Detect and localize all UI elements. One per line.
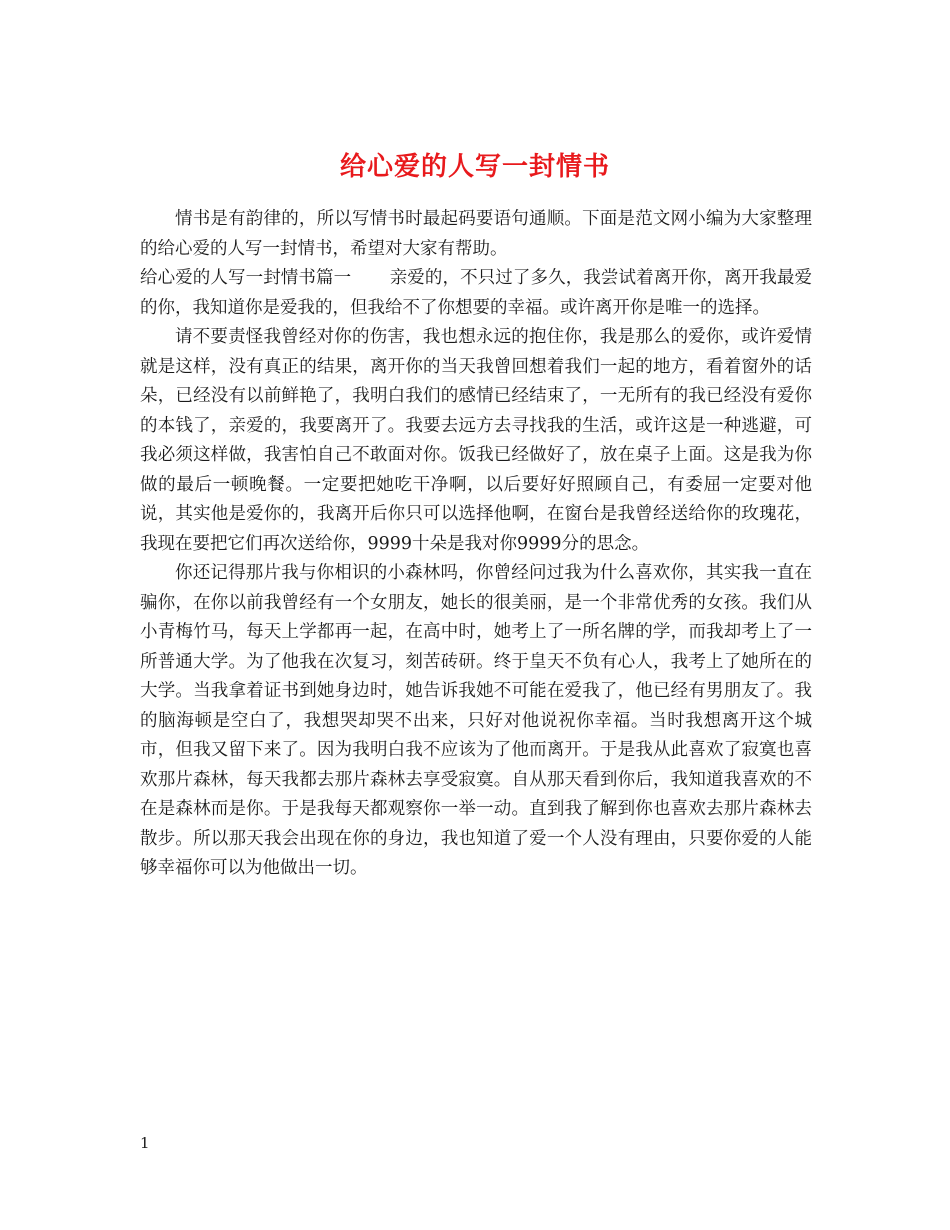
page-title: 给心爱的人写一封情书 [339, 152, 610, 183]
body-paragraph-3: 你还记得那片我与你相识的小森林吗，你曾经问过我为什么喜欢你，其实我一直在骗你，在你以前我曾经有一个女朋友，她长的很美丽，是一个非常优秀的女孩。我们从小青梅竹马，每天上学都再一起，在高中时，她考上了一所名牌的学，而我却考上了一所普通大学。为了他我在次复习，刻苦砖研。终于皇天不负有心人，我考上了她所在的大学。当我拿着证书到她身边时，她告诉我她不可能在爱我了，他已经有男朋友了。我的脑海顿是空白了，我想哭却哭不出来，只好对他说祝你幸福。当时我想离开这个城市，但我又留下来了。因为我明白我不应该为了他而离开。于是我从此喜欢了寂寞也喜欢那片森林，每天我都去那片森林去享受寂寞。自从那天看到你后，我知道我喜欢的不在是森林而是你。于是我每天都观察你一举一动。直到我了解到你也喜欢去那片森林去散步。所以那天我会出现在你的身边，我也知道了爱一个人没有理由，只要你爱的人能够幸福你可以为他做出一切。 [140, 563, 812, 878]
section-heading: 给心爱的人写一封情书篇一 [140, 268, 352, 288]
section-paragraph-1 [140, 264, 812, 323]
section-lead-text: 亲爱的，不只过了多久，我尝试着离开你，离开我最爱的你，我知道你是爱我的，但我给不了你想要的幸福。或许离开你是唯一的选择。 [140, 268, 813, 318]
page-number: 1 [140, 1134, 150, 1152]
body-paragraph-2: 请不要责怪我曾经对你的伤害，我也想永远的抱住你，我是那么的爱你，或许爱情就是这样，没有真正的结果，离开你的当天我曾回想着我们一起的地方，看着窗外的话朵，已经没有以前鲜艳了，我明白我们的感情已经结束了，一无所有的我已经没有爱你的本钱了，亲爱的，我要离开了。我要去远方去寻找我的生活，或许这是一种逃避，可我必须这样做，我害怕自己不敢面对你。饭我已经做好了，放在桌子上面。这是我为你做的最后一顿晚餐。一定要把她吃干净啊，以后要好好照顾自己，有委屈一定要对他说，其实他是爱你的，我离开后你只可以选择他啊，在窗台是我曾经送给你的玫瑰花，我现在要把它们再次送给你，9999十朵是我对你9999分的思念。 [140, 327, 812, 554]
document-body [140, 205, 812, 884]
intro-paragraph: 情书是有韵律的，所以写情书时最起码要语句通顺。下面是范文网小编为大家整理的给心爱的人写一封情书，希望对大家有帮助。 [140, 209, 812, 259]
